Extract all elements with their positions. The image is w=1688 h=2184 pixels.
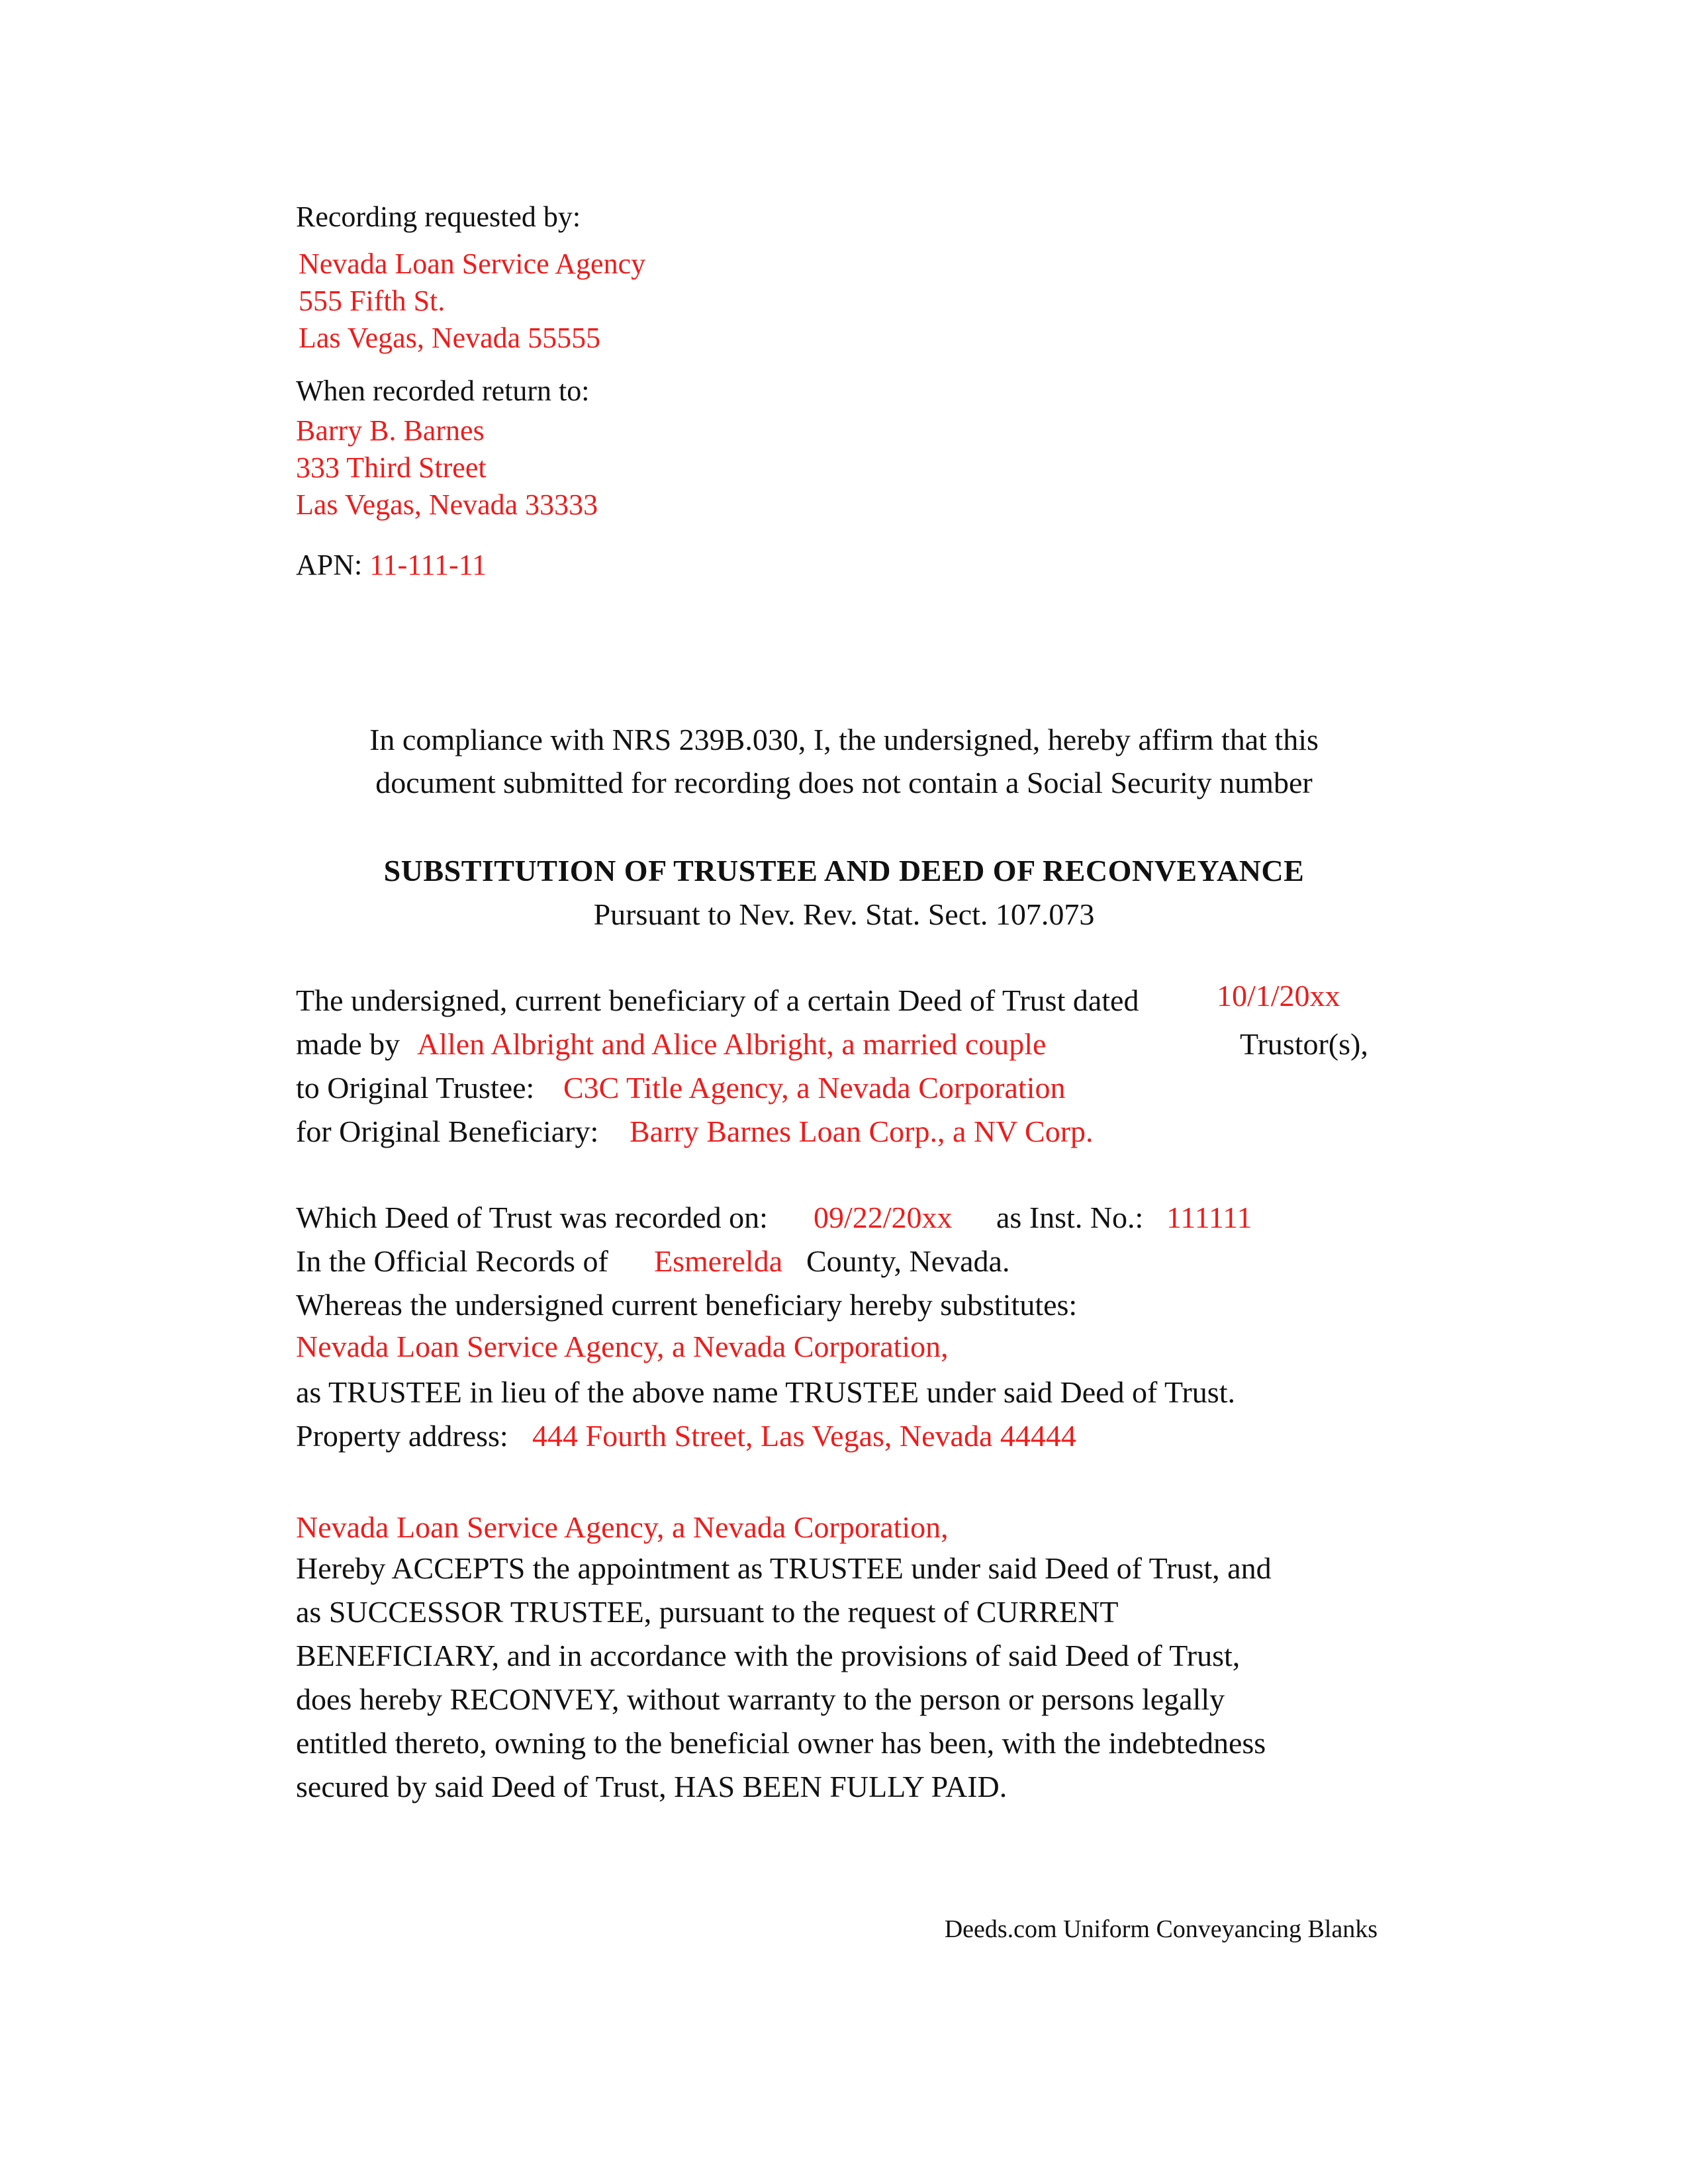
apn-label: APN:: [296, 549, 363, 581]
footer-branding: Deeds.com Uniform Conveyancing Blanks: [944, 1915, 1378, 1943]
return-street: 333 Third Street: [296, 451, 487, 484]
inst-no-value: 111111: [1166, 1201, 1252, 1234]
recorded-on-label: Which Deed of Trust was recorded on:: [296, 1201, 768, 1234]
original-beneficiary-value: Barry Barnes Loan Corp., a NV Corp.: [630, 1115, 1094, 1148]
trustors-value: Allen Albright and Alice Albright, a married couple: [417, 1027, 1047, 1061]
accepting-trustee-name: Nevada Loan Service Agency, a Nevada Corporation,: [296, 1510, 949, 1544]
original-beneficiary-label: for Original Beneficiary:: [296, 1115, 599, 1148]
acceptance-line-3: BENEFICIARY, and in accordance with the provisions of said Deed of Trust,: [296, 1639, 1241, 1672]
substitute-trustee-value: Nevada Loan Service Agency, a Nevada Corporation,: [296, 1330, 949, 1363]
whereas-line: Whereas the undersigned current beneficiary hereby substitutes:: [296, 1288, 1078, 1322]
property-address-value: 444 Fourth Street, Las Vegas, Nevada 44444: [532, 1419, 1076, 1453]
original-trustee-value: C3C Title Agency, a Nevada Corporation: [563, 1071, 1066, 1105]
county-suffix: County, Nevada.: [806, 1244, 1010, 1278]
document-subtitle: Pursuant to Nev. Rev. Stat. Sect. 107.073: [593, 897, 1095, 931]
trustors-suffix: Trustor(s),: [1240, 1027, 1368, 1061]
inst-no-label: as Inst. No.:: [996, 1201, 1144, 1234]
acceptance-line-4: does hereby RECONVEY, without warranty to the person or persons legally: [296, 1682, 1225, 1716]
affirmation-line-1: In compliance with NRS 239B.030, I, the undersigned, hereby affirm that this: [369, 723, 1319, 756]
acceptance-line-6: secured by said Deed of Trust, HAS BEEN FULLY PAID.: [296, 1770, 1008, 1803]
recording-requested-label: Recording requested by:: [296, 201, 581, 233]
apn-line: [296, 547, 487, 584]
trustee-in-lieu-line: as TRUSTEE in lieu of the above name TRUSTEE under said Deed of Trust.: [296, 1375, 1235, 1409]
county-value: Esmerelda: [654, 1244, 783, 1278]
acceptance-line-5: entitled thereto, owning to the beneficial owner has been, with the indebtedness: [296, 1726, 1266, 1760]
official-records-label: In the Official Records of: [296, 1244, 608, 1278]
document-title: SUBSTITUTION OF TRUSTEE AND DEED OF RECONVEYANCE: [383, 854, 1305, 887]
acceptance-line-2: as SUCCESSOR TRUSTEE, pursuant to the request of CURRENT: [296, 1595, 1119, 1629]
return-name: Barry B. Barnes: [296, 414, 485, 447]
affirmation-line-2: document submitted for recording does not contain a Social Security number: [375, 766, 1313, 799]
acceptance-line-1: Hereby ACCEPTS the appointment as TRUSTEE under said Deed of Trust, and: [296, 1551, 1272, 1585]
recorded-on-value: 09/22/20xx: [814, 1201, 953, 1234]
apn-value: 11-111-11: [369, 549, 487, 581]
deed-date-value: 10/1/20xx: [1217, 979, 1340, 1013]
original-trustee-label: to Original Trustee:: [296, 1071, 535, 1105]
requester-street: 555 Fifth St.: [299, 285, 445, 317]
made-by-label: made by: [296, 1027, 400, 1061]
deed-intro-label: The undersigned, current beneficiary of a certain Deed of Trust dated: [296, 983, 1139, 1017]
return-to-label: When recorded return to:: [296, 375, 590, 407]
requester-name: Nevada Loan Service Agency: [299, 248, 646, 280]
return-city: Las Vegas, Nevada 33333: [296, 488, 598, 521]
property-address-label: Property address:: [296, 1419, 508, 1453]
requester-city: Las Vegas, Nevada 55555: [299, 322, 601, 354]
